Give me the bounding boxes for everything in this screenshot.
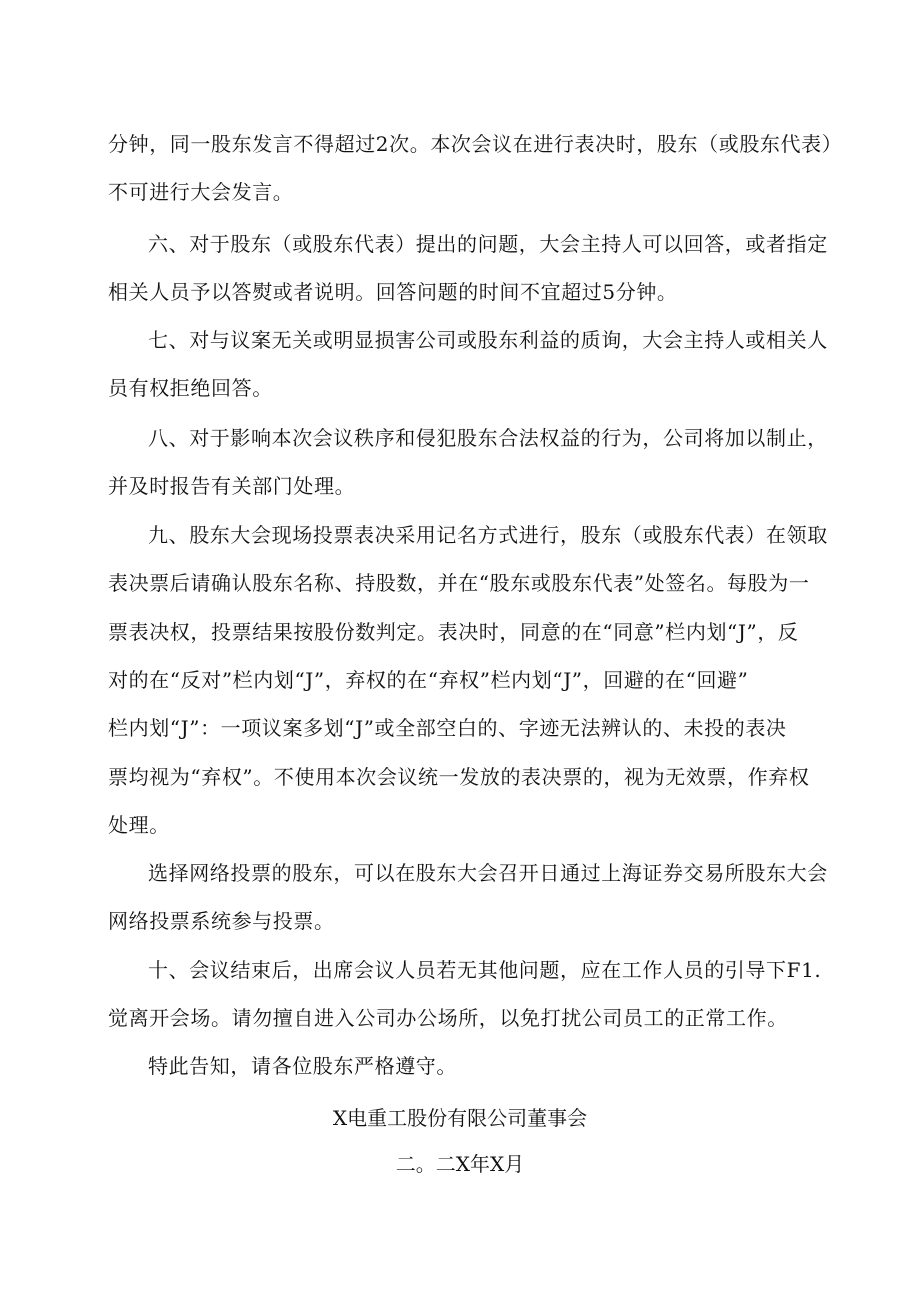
body-line: 网络投票系统参与投票。 (108, 909, 335, 933)
signature-company: X电重工股份有限公司董事会 (332, 1106, 588, 1130)
body-line: 相关人员予以答熨或者说明。回答问题的时间不宜超过5分钟。 (108, 280, 678, 304)
body-line: 觉离开会场。请勿擅自进入公司办公场所，以免打扰公司员工的正常工作。 (108, 1006, 788, 1030)
paragraph-7-line: 七、对与议案无关或明显损害公司或股东利益的质询，大会主持人或相关人 (148, 328, 828, 352)
paragraph-9-line: 九、股东大会现场投票表决采用记名方式进行，股东（或股东代表）在领取 (148, 523, 828, 547)
paragraph-6-line: 六、对于股东（或股东代表）提出的问题，大会主持人可以回答，或者指定 (148, 232, 828, 256)
signature-date: 二。二X年X月 (395, 1152, 525, 1176)
closing-notice: 特此告知，请各位股东严格遵守。 (148, 1054, 457, 1078)
paragraph-10-line: 十、会议结束后，出席会议人员若无其他问题，应在工作人员的引导下F1. (148, 958, 822, 982)
body-line: 员有权拒绝回答。 (108, 376, 273, 400)
body-line: 对的在“反对”栏内划“J”，弃权的在“弃权”栏内划“J”，回避的在“回避” (108, 668, 749, 692)
body-line: 处理。 (108, 813, 170, 837)
body-line: 并及时报告有关部门处理。 (108, 474, 356, 498)
body-line: 票均视为“弃权”。不使用本次会议统一发放的表决票的，视为无效票，作弃权 (108, 765, 810, 789)
body-line: 分钟，同一股东发言不得超过2次。本次会议在进行表决时，股东（或股东代表） (108, 132, 843, 156)
body-line: 票表决权，投票结果按股份数判定。表决时，同意的在“同意”栏内划“J”，反 (108, 620, 799, 644)
body-line: 表决票后请确认股东名称、持股数，并在“股东或股东代表”处签名。每股为一 (108, 571, 810, 595)
body-line: 不可进行大会发言。 (108, 180, 294, 204)
paragraph-8-line: 八、对于影响本次会议秩序和侵犯股东合法权益的行为，公司将加以制止， (148, 426, 828, 450)
network-vote-line: 选择网络投票的股东，可以在股东大会召开日通过上海证券交易所股东大会 (148, 861, 828, 885)
body-line: 栏内划“J”：一项议案多划“J”或全部空白的、字迹无法辨认的、未投的表决 (108, 716, 787, 740)
